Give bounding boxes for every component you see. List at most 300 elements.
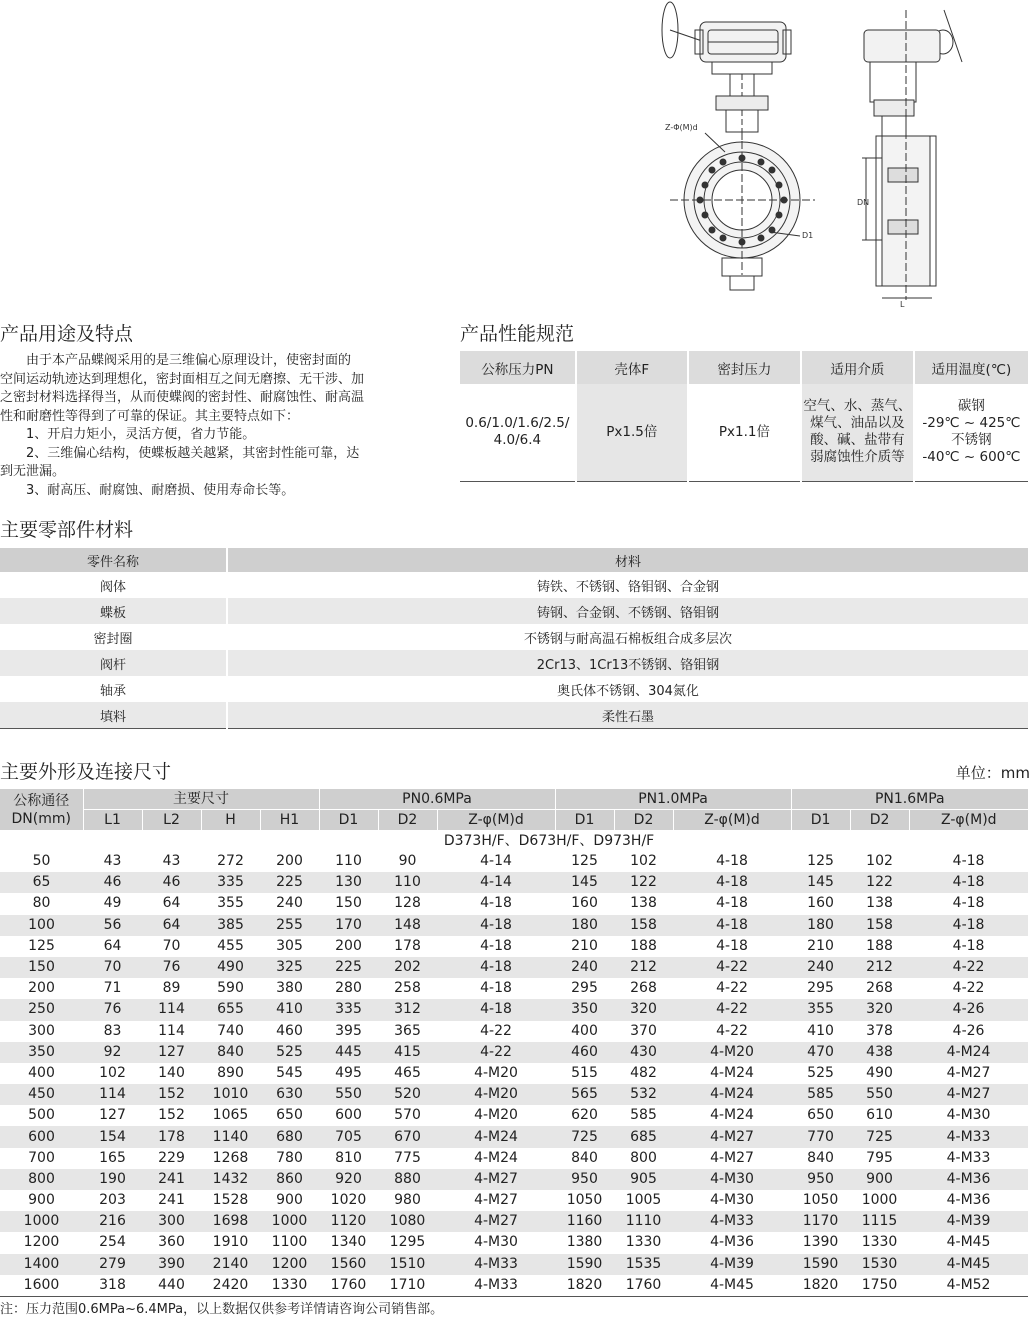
dim-cell: 240	[276, 895, 303, 912]
dim-cell: 1065	[212, 1107, 249, 1124]
dim-cell: 178	[394, 937, 421, 954]
dim-cell: 4-22	[480, 1022, 512, 1039]
dim-subheader: H1	[260, 810, 319, 831]
dim-cell: 920	[319, 1169, 378, 1190]
perf-media-line: 弱腐蚀性介质等	[810, 449, 905, 466]
mat-header: 材料	[227, 548, 1028, 572]
dim-cell: 127	[99, 1107, 126, 1124]
dim-cell: 620	[571, 1107, 598, 1124]
dim-cell: 4-M36	[946, 1192, 991, 1209]
dim-cell: 200	[28, 980, 55, 997]
dim-cell: 152	[158, 1107, 185, 1124]
dim-cell: 158	[614, 915, 673, 936]
dim-cell: 1432	[201, 1169, 260, 1190]
dim-row	[0, 1148, 1028, 1169]
dim-cell: 1330	[861, 1234, 898, 1251]
dim-cell: 4-18	[952, 895, 985, 912]
perf-header: 适用温度(℃)	[914, 351, 1028, 384]
dim-cell: 1590	[791, 1254, 850, 1275]
dim-cell: 128	[394, 895, 421, 912]
dim-row	[0, 1063, 1028, 1084]
dn-header-line: 公称通径	[13, 792, 70, 809]
dim-cell: 400	[571, 1022, 598, 1039]
dim-cell: 2140	[201, 1254, 260, 1275]
dim-cell: 4-26	[909, 999, 1028, 1020]
dim-cell: 145	[555, 872, 614, 893]
dim-cell: 1590	[555, 1254, 614, 1275]
dn-header	[0, 789, 83, 831]
dim-cell: 650	[807, 1107, 834, 1124]
dim-cell: 2420	[212, 1276, 249, 1293]
dim-cell: 532	[614, 1084, 673, 1105]
dim-cell: 4-M27	[710, 1149, 754, 1166]
dim-cell: 4-18	[437, 957, 555, 978]
dim-cell: 1080	[378, 1211, 437, 1232]
mat-part-name: 阀体	[99, 579, 126, 595]
dim-row	[0, 915, 1028, 936]
dn-header-line: DN(mm)	[11, 810, 71, 827]
dim-cell: 495	[335, 1064, 362, 1081]
dim-cell: 600	[0, 1126, 83, 1147]
dim-row	[0, 957, 1028, 978]
dim-cell: 188	[866, 937, 893, 954]
dim-cell: 4-22	[437, 1042, 555, 1063]
dim-cell: 650	[276, 1107, 303, 1124]
dim-cell: 4-M30	[474, 1234, 518, 1251]
dim-cell: 1760	[330, 1276, 367, 1293]
perf-pn-line: 4.0/6.4	[493, 432, 542, 449]
dim-cell: 90	[398, 853, 417, 870]
mat-material: 不锈钢与耐高温石棉板组合成多层次	[227, 624, 1028, 650]
dim-cell: 1330	[625, 1234, 662, 1251]
dim-cell: 860	[260, 1169, 319, 1190]
dim-cell: 46	[142, 872, 201, 893]
dim-cell: 705	[319, 1126, 378, 1147]
perf-temp-line: 不锈钢	[951, 432, 992, 449]
dim-cell: 127	[142, 1042, 201, 1063]
dim-cell: 610	[866, 1107, 893, 1124]
dim-cell: 154	[83, 1126, 142, 1147]
dim-subheader: Z-φ(M)d	[909, 810, 1028, 831]
performance-table	[460, 351, 1028, 482]
materials-table	[0, 548, 1028, 729]
dim-cell: 114	[158, 1022, 185, 1039]
dim-row	[0, 978, 1028, 999]
dim-cell: 1120	[319, 1211, 378, 1232]
dim-cell: 64	[103, 937, 122, 954]
perf-pn-line: 0.6/1.0/1.6/2.5/	[465, 415, 570, 432]
mat-row	[0, 702, 1028, 729]
dim-cell: 1160	[555, 1211, 614, 1232]
perf-media-line: 酸、碱、盐带有	[810, 432, 905, 449]
dim-cell: 203	[99, 1192, 126, 1209]
dim-cell: 272	[217, 853, 244, 870]
dim-cell: 1530	[850, 1254, 909, 1275]
dim-subheader: Z-φ(M)d	[437, 810, 555, 831]
dim-cell: 1110	[614, 1211, 673, 1232]
dim-cell: 1000	[260, 1211, 319, 1232]
dim-cell: 4-M20	[474, 1107, 518, 1124]
dim-cell: 445	[319, 1042, 378, 1063]
dim-subheader: D1	[319, 810, 378, 831]
perf-header: 壳体F	[576, 351, 688, 384]
dim-row	[0, 1021, 1028, 1042]
dim-cell: 4-18	[716, 937, 748, 954]
dim-cell: 229	[158, 1149, 185, 1166]
mat-material: 铸铁、不锈钢、铬钼钢、合金钢	[227, 572, 1028, 598]
dim-subheader: D2	[850, 810, 909, 831]
dim-cell: 1050	[566, 1192, 603, 1209]
mat-part-name: 阀杆	[0, 650, 227, 676]
perf-header: 密封压力	[688, 351, 801, 384]
dim-cell: 4-M24	[710, 1064, 754, 1081]
dim-row	[0, 1042, 1028, 1063]
dim-cell: 525	[260, 1042, 319, 1063]
perf-shell: Px1.5倍	[576, 384, 688, 481]
dim-cell: 318	[99, 1276, 126, 1293]
group-pn06-header: PN0.6MPa	[319, 789, 555, 810]
dim-cell: 1340	[330, 1234, 367, 1251]
dim-cell: 630	[260, 1084, 319, 1105]
dim-cell: 460	[555, 1042, 614, 1063]
dim-subheader: D2	[378, 810, 437, 831]
perf-header: 公称压力PN	[460, 351, 576, 384]
dim-cell: 4-22	[673, 999, 791, 1020]
dim-cell: 4-M36	[710, 1234, 754, 1251]
dim-cell: 1115	[850, 1211, 909, 1232]
dim-cell: 880	[378, 1169, 437, 1190]
dim-cell: 268	[630, 980, 657, 997]
dim-cell: 1200	[23, 1234, 60, 1251]
dim-cell: 4-14	[437, 872, 555, 893]
dim-cell: 800	[630, 1149, 657, 1166]
dim-cell: 950	[555, 1169, 614, 1190]
dim-cell: 4-M20	[673, 1042, 791, 1063]
dim-cell: 565	[555, 1084, 614, 1105]
dim-cell: 4-M33	[673, 1211, 791, 1232]
dim-cell: 4-22	[952, 980, 985, 997]
mat-row	[0, 624, 1028, 650]
dim-cell: 490	[201, 957, 260, 978]
dim-cell: 1170	[791, 1211, 850, 1232]
dim-cell: 65	[0, 872, 83, 893]
dim-cell: 1535	[614, 1254, 673, 1275]
dim-cell: 4-M52	[946, 1276, 991, 1293]
model-row: D373H/F、D673H/F、D973H/F	[0, 831, 1028, 852]
dim-cell: 240	[555, 957, 614, 978]
dim-cell: 795	[866, 1149, 893, 1166]
dim-cell: 76	[83, 999, 142, 1020]
dimensions-table	[0, 789, 1028, 1297]
dim-cell: 4-18	[952, 937, 985, 954]
dim-cell: 4-18	[673, 915, 791, 936]
dim-cell: 4-22	[909, 957, 1028, 978]
dim-cell: 680	[260, 1126, 319, 1147]
perf-seal: Px1.1倍	[688, 384, 801, 481]
dim-cell: 4-18	[480, 980, 512, 997]
dim-cell: 300	[142, 1211, 201, 1232]
dim-cell: 4-M24	[474, 1149, 518, 1166]
dim-cell: 1600	[23, 1276, 60, 1293]
dim-cell: 110	[335, 853, 362, 870]
usage-line: 3、耐高压、耐腐蚀、耐磨损、使用寿命长等。	[0, 482, 295, 498]
dim-cell: 685	[614, 1126, 673, 1147]
dim-cell: 258	[394, 980, 421, 997]
dim-cell: 1510	[378, 1254, 437, 1275]
mat-row	[0, 676, 1028, 702]
dim-cell: 4-18	[716, 853, 748, 870]
dim-cell: 4-M20	[437, 1084, 555, 1105]
dim-cell: 240	[791, 957, 850, 978]
dim-cell: 295	[571, 980, 598, 997]
dim-cell: 216	[83, 1211, 142, 1232]
dim-cell: 4-M27	[909, 1084, 1028, 1105]
dim-row	[0, 936, 1028, 957]
dim-cell: 4-22	[716, 980, 748, 997]
dim-cell: 4-18	[952, 853, 985, 870]
dim-cell: 114	[83, 1084, 142, 1105]
dim-cell: 490	[866, 1064, 893, 1081]
dim-cell: 1710	[389, 1276, 426, 1293]
dim-cell: 525	[807, 1064, 834, 1081]
dim-cell: 890	[217, 1064, 244, 1081]
dim-cell: 4-M45	[710, 1276, 754, 1293]
dim-cell: 4-M30	[946, 1107, 991, 1124]
dim-cell: 415	[378, 1042, 437, 1063]
usage-line: 空间运动轨迹达到理想化，密封面相互之间无磨擦、无干涉、加	[0, 371, 365, 387]
dim-cell: 83	[103, 1022, 122, 1039]
dim-row	[0, 851, 1028, 872]
mat-part-name: 蝶板	[0, 598, 227, 624]
dim-cell: 122	[614, 872, 673, 893]
dim-cell: 254	[99, 1234, 126, 1251]
dim-cell: 438	[850, 1042, 909, 1063]
dim-row	[0, 893, 1028, 914]
dim-cell: 590	[217, 980, 244, 997]
dim-cell: 160	[571, 895, 598, 912]
dim-cell: 550	[850, 1084, 909, 1105]
dim-cell: 92	[83, 1042, 142, 1063]
dim-cell: 900	[850, 1169, 909, 1190]
dim-cell: 280	[335, 980, 362, 997]
usage-line: 2、三维偏心结构，使蝶板越关越紧，其密封性能可靠，达	[0, 445, 360, 461]
dim-cell: 4-M30	[710, 1192, 754, 1209]
dim-row	[0, 1105, 1028, 1126]
dim-cell: 460	[276, 1022, 303, 1039]
usage-title: 产品用途及特点	[0, 323, 134, 345]
dim-cell: 71	[103, 980, 122, 997]
dim-cell: 140	[158, 1064, 185, 1081]
dim-cell: 1528	[212, 1192, 249, 1209]
dim-cell: 350	[0, 1042, 83, 1063]
dim-cell: 585	[630, 1107, 657, 1124]
dim-cell: 4-M27	[474, 1192, 518, 1209]
dim-row	[0, 1211, 1028, 1232]
perf-temp-line: 碳钢	[957, 398, 985, 415]
perf-media	[801, 384, 914, 481]
dim-cell: 138	[866, 895, 893, 912]
dim-subheader: L2	[142, 810, 201, 831]
materials-title: 主要零部件材料	[0, 519, 134, 541]
dim-cell: 250	[0, 999, 83, 1020]
dim-cell: 410	[260, 999, 319, 1020]
perf-header: 适用介质	[801, 351, 914, 384]
dim-cell: 840	[201, 1042, 260, 1063]
dim-cell: 122	[850, 872, 909, 893]
dim-cell: 430	[614, 1042, 673, 1063]
dim-cell: 800	[0, 1169, 83, 1190]
dim-cell: 80	[32, 895, 51, 912]
dim-cell: 212	[850, 957, 909, 978]
dim-cell: 4-M24	[437, 1126, 555, 1147]
dim-cell: 268	[866, 980, 893, 997]
dim-cell: 125	[571, 853, 598, 870]
dim-cell: 585	[791, 1084, 850, 1105]
dim-cell: 360	[158, 1234, 185, 1251]
dim-cell: 4-14	[480, 853, 512, 870]
dim-cell: 355	[791, 999, 850, 1020]
dim-cell: 1560	[319, 1254, 378, 1275]
dim-cell: 325	[260, 957, 319, 978]
dim-cell: 70	[162, 937, 181, 954]
dim-cell: 320	[850, 999, 909, 1020]
dim-cell: 4-18	[909, 872, 1028, 893]
perf-media-line: 煤气、油品以及	[810, 415, 905, 432]
mat-part-name: 轴承	[99, 683, 126, 699]
dim-cell: 4-M45	[946, 1234, 991, 1251]
dim-cell: 775	[394, 1149, 421, 1166]
dim-row	[0, 1275, 1028, 1297]
perf-temp-line: -29℃ ~ 425℃	[922, 415, 1021, 432]
dim-subheader: L1	[83, 810, 142, 831]
dim-cell: 455	[217, 937, 244, 954]
dim-cell: 900	[276, 1192, 303, 1209]
dim-cell: 46	[83, 872, 142, 893]
dim-cell: 1020	[330, 1192, 367, 1209]
usage-line: 性和耐磨性等得到了可靠的保证。其主要特点如下：	[0, 408, 300, 424]
dim-cell: 4-M27	[437, 1211, 555, 1232]
dim-cell: 4-18	[716, 895, 748, 912]
dim-cell: 160	[807, 895, 834, 912]
dim-cell: 1140	[201, 1126, 260, 1147]
dim-cell: 4-M24	[673, 1084, 791, 1105]
dim-cell: 550	[319, 1084, 378, 1105]
dim-cell: 4-M39	[673, 1254, 791, 1275]
dim-subheader: D1	[555, 810, 614, 831]
dim-cell: 76	[142, 957, 201, 978]
usage-line: 1、开启力矩小，灵活方便，省力节能。	[0, 427, 256, 442]
dim-cell: 295	[807, 980, 834, 997]
footnote: 注：压力范围0.6MPa~6.4MPa，以上数据仅供参考详情请咨询公司销售部。	[0, 1302, 444, 1317]
dim-cell: 4-18	[437, 915, 555, 936]
dim-cell: 390	[142, 1254, 201, 1275]
dim-row	[0, 1254, 1028, 1275]
dim-cell: 370	[630, 1022, 657, 1039]
dim-cell: 114	[142, 999, 201, 1020]
dim-cell: 4-M39	[909, 1211, 1028, 1232]
dim-cell: 102	[866, 853, 893, 870]
dim-row	[0, 1232, 1028, 1253]
dim-cell: 4-M27	[673, 1126, 791, 1147]
dimensions-title: 主要外形及连接尺寸	[0, 761, 172, 783]
mat-material: 奥氏体不锈钢、304氮化	[227, 676, 1028, 702]
dim-cell: 300	[28, 1022, 55, 1039]
dim-cell: 102	[99, 1064, 126, 1081]
dim-cell: 102	[630, 853, 657, 870]
dim-row	[0, 999, 1028, 1020]
mat-part-name: 密封圈	[93, 631, 133, 647]
dim-cell: 225	[319, 957, 378, 978]
mat-material: 铸钢、合金钢、不锈钢、铬钼钢	[227, 598, 1028, 624]
dim-cell: 200	[335, 937, 362, 954]
dim-cell: 100	[0, 915, 83, 936]
dim-cell: 212	[614, 957, 673, 978]
dim-cell: 380	[276, 980, 303, 997]
mat-header: 零件名称	[0, 548, 227, 572]
dim-cell: 70	[83, 957, 142, 978]
dim-cell: 780	[276, 1149, 303, 1166]
dim-cell: 470	[791, 1042, 850, 1063]
perf-pn	[460, 384, 576, 481]
dim-cell: 320	[614, 999, 673, 1020]
dim-cell: 4-M27	[946, 1064, 991, 1081]
usage-line: 由于本产品蝶阀采用的是三维偏心原理设计，使密封面的	[0, 353, 352, 368]
unit-label: 单位：mm	[955, 764, 1030, 782]
dim-cell: 4-18	[437, 999, 555, 1020]
dim-cell: 1005	[625, 1192, 662, 1209]
dim-cell: 225	[260, 872, 319, 893]
dim-cell: 125	[807, 853, 834, 870]
dim-row	[0, 1126, 1028, 1147]
dim-row	[0, 1190, 1028, 1211]
dim-cell: 725	[850, 1126, 909, 1147]
dim-cell: 1820	[566, 1276, 603, 1293]
dim-cell: 148	[378, 915, 437, 936]
dim-cell: 150	[335, 895, 362, 912]
dim-row	[0, 1169, 1028, 1190]
dim-cell: 655	[201, 999, 260, 1020]
dim-cell: 355	[217, 895, 244, 912]
group-pn16-header: PN1.6MPa	[791, 789, 1028, 810]
dim-cell: 4-M36	[909, 1169, 1028, 1190]
dim-cell: 165	[99, 1149, 126, 1166]
dim-cell: 150	[0, 957, 83, 978]
dim-cell: 1295	[389, 1234, 426, 1251]
drawing-label-d1: D1	[802, 231, 814, 240]
dim-cell: 4-M33	[909, 1126, 1028, 1147]
dim-cell: 4-18	[480, 937, 512, 954]
dim-cell: 1820	[802, 1276, 839, 1293]
dim-cell: 1380	[566, 1234, 603, 1251]
dim-cell: 279	[83, 1254, 142, 1275]
dim-cell: 482	[630, 1064, 657, 1081]
dim-cell: 4-M20	[474, 1064, 518, 1081]
dim-cell: 64	[162, 895, 181, 912]
dim-cell: 1400	[0, 1254, 83, 1275]
dim-cell: 43	[162, 853, 181, 870]
group-main-header: 主要尺寸	[83, 789, 319, 810]
dim-cell: 312	[378, 999, 437, 1020]
dim-cell: 210	[571, 937, 598, 954]
dim-cell: 1750	[861, 1276, 898, 1293]
dim-cell: 335	[319, 999, 378, 1020]
dim-cell: 740	[217, 1022, 244, 1039]
perf-temp-line: -40℃ ~ 600℃	[922, 449, 1021, 466]
dim-cell: 56	[83, 915, 142, 936]
dim-cell: 210	[807, 937, 834, 954]
drawing-label-l: L	[900, 300, 905, 309]
dim-cell: 1010	[201, 1084, 260, 1105]
